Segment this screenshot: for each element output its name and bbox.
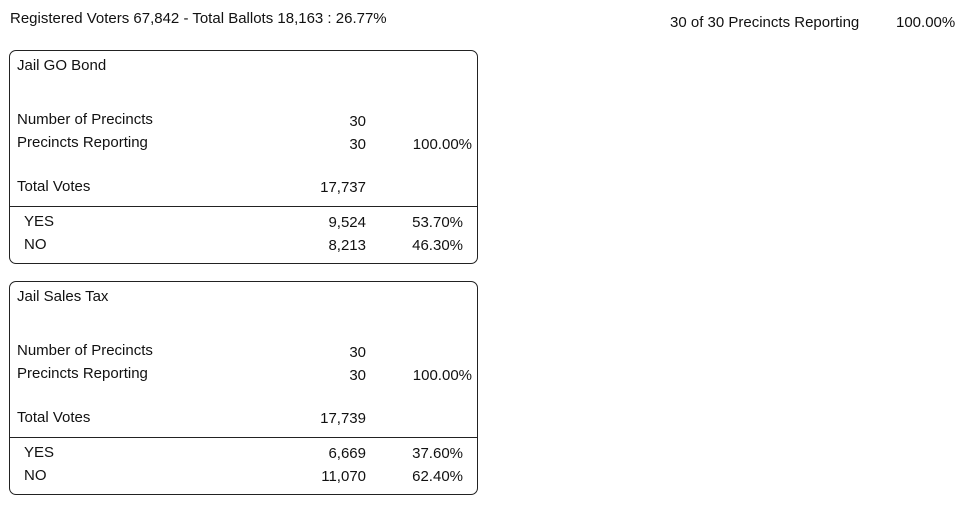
divider	[10, 437, 477, 438]
choice-name: NO	[24, 236, 47, 253]
label-total-votes: Total Votes	[17, 409, 91, 426]
precincts-reporting-summary: 30 of 30 Precincts Reporting	[670, 14, 860, 31]
label-number-of-precincts: Number of Precincts	[17, 342, 153, 359]
choice-name: NO	[24, 467, 47, 484]
label-number-of-precincts: Number of Precincts	[17, 111, 153, 128]
choice-votes: 11,070	[321, 468, 366, 485]
precincts-reporting: 30	[349, 367, 366, 384]
divider	[10, 206, 477, 207]
choice-percent: 46.30%	[412, 237, 463, 254]
number-of-precincts: 30	[349, 344, 366, 361]
label-precincts-reporting: Precincts Reporting	[17, 365, 148, 382]
choice-votes: 9,524	[328, 214, 366, 231]
choice-votes: 8,213	[328, 237, 366, 254]
label-total-votes: Total Votes	[17, 178, 91, 195]
choice-percent: 62.40%	[412, 468, 463, 485]
race-title: Jail Sales Tax	[17, 288, 109, 305]
race-title: Jail GO Bond	[17, 57, 107, 74]
choice-percent: 53.70%	[412, 214, 463, 231]
number-of-precincts: 30	[349, 113, 366, 130]
label-precincts-reporting: Precincts Reporting	[17, 134, 148, 151]
choice-votes: 6,669	[328, 445, 366, 462]
choice-name: YES	[24, 213, 55, 230]
registration-summary: Registered Voters 67,842 - Total Ballots 18,163 : 26.77%	[10, 10, 387, 27]
total-votes: 17,739	[320, 410, 366, 427]
choice-name: YES	[24, 444, 55, 461]
precincts-reporting-percent: 100.00%	[412, 136, 472, 153]
total-votes: 17,737	[320, 179, 366, 196]
choice-percent: 37.60%	[412, 445, 463, 462]
precincts-reporting-percent: 100.00%	[412, 367, 472, 384]
precincts-reporting: 30	[349, 136, 366, 153]
precincts-reporting-percent: 100.00%	[896, 14, 956, 31]
